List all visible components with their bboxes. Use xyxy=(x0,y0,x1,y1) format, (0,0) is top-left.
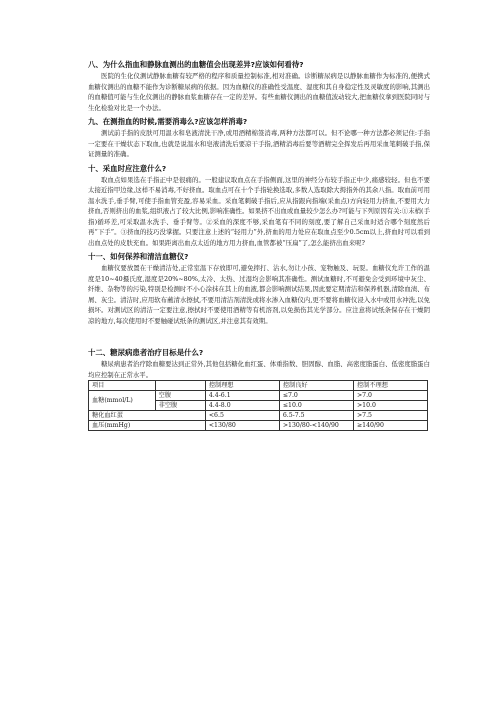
table-cell: 6.5-7.5 xyxy=(279,411,353,421)
table-header-cell: 控制良好 xyxy=(279,381,353,391)
section-11 xyxy=(88,252,430,326)
section-heading: 十一、如何保养和清洁血糖仪? xyxy=(88,252,189,261)
table-cell: 血糖(mmol/L) xyxy=(89,391,156,411)
table-cell: 空腹 xyxy=(155,391,205,401)
table-row xyxy=(89,391,428,401)
document-page xyxy=(88,60,430,431)
table-cell: 糖化血红蛋 xyxy=(89,411,206,421)
section-heading: 十二、糖尿病患者治疗目标是什么? xyxy=(88,348,204,357)
table-cell: <6.5 xyxy=(205,411,279,421)
table-cell: 4.4-8.0 xyxy=(205,401,279,411)
table-row xyxy=(89,411,428,421)
section-12 xyxy=(88,348,430,380)
table-cell: 4.4-6.1 xyxy=(205,391,279,401)
treatment-target-table xyxy=(88,380,428,431)
section-heading: 九、在测指血的时候,需要消毒么?应该怎样消毒? xyxy=(88,117,248,126)
table-cell: ≥140/90 xyxy=(353,421,427,431)
table-cell: >7.0 xyxy=(353,391,427,401)
section-paragraph: 测试前手指的皮肤可用温水和皂液清洗干净,或用酒精棉签消毒,两种方法都可以。但不论哪一种方法都必须记住:手指一定要在干燥状态下取血,也就是说温水和皂液清洗后要凉干手指,酒精消毒后要等酒精完全挥发后再用采血笔刺破手指,保证测量的准确。 xyxy=(88,129,430,158)
table-cell: ≤10.0 xyxy=(279,401,353,411)
table-cell: 非空腹 xyxy=(155,401,205,411)
table-header-cell: 控制理想 xyxy=(205,381,279,391)
table-cell: ≤7.0 xyxy=(279,391,353,401)
table-header-cell xyxy=(155,381,205,391)
table-header-cell: 控制不理想 xyxy=(353,381,427,391)
section-heading: 十、采血时应注意什么? xyxy=(88,163,167,173)
table-cell: >7.5 xyxy=(353,411,427,421)
section-paragraph: 糖尿病患者治疗除血糖要达到正常外,其他包括糖化血红蛋、体重指数、胆固醇、血脂、高密度脂蛋白、低密度脂蛋白均应控制在正常水平。 xyxy=(88,360,430,379)
table-row xyxy=(89,421,428,431)
table-header-cell: 项目 xyxy=(89,381,156,391)
section-paragraph: 医院的生化仪测试静脉血糖有较严格的程序和质量控制标准,相对准确。诊断糖尿病是以静脉血糖作为标准的,便携式血糖仪测出的血糖不能作为诊断糖尿病的依据。因为血糖仪的准确性受温度、湿度和其自身稳定性及灵敏度的影响,其测出的血糖值可能与生化仪测出的静脉血浆血糖存在一定的差异。有些血糖仪测出的血糖值波动较大,把血糖仪拿到医院同时与生化检验对比是一个办法。 xyxy=(88,72,430,112)
table-header-row xyxy=(89,381,428,391)
section-10 xyxy=(88,164,430,249)
table-cell: 血压(mmHg) xyxy=(89,421,206,431)
table-cell: >130/80-<140/90 xyxy=(279,421,353,431)
table-cell: <130/80 xyxy=(205,421,279,431)
section-paragraph: 血糖仪要放置在干燥清洁处,正常室温下存放即可,避免摔打、沾水,勿让小孩、宠物触及、玩耍。血糖仪允许工作的温度是10~40摄氏度,湿度是20%~80%,太冷、太热、过湿均会影响其准确性。测试血糖时,不可避免会受到环境中灰尘、纤维、杂物等的污染,特别是检测时不小心涂抹在其上的血液,都会影响测试结果,因此要定期清洁和保养机器,清除血渍、布屑、灰尘。清洁时,应用软布蘸清水擦拭,不要用清洁剂清洗或将水渗入血糖仪内,更不要将血糖仪浸入水中或用水冲洗,以免损坏。对测试区的清洁一定要注意,擦拭时不要使用酒精等有机溶剂,以免损伤其光学部分。应注意将试纸条保存在干燥阴凉的地方,每次使用时不要触碰试纸条的测试区,并注意其有效期。 xyxy=(88,264,430,325)
section-9 xyxy=(88,117,430,160)
section-8 xyxy=(88,60,430,113)
section-paragraph: 取血点如果选在手指正中是很痛的。一般建议取血点在手指侧面,这里的神经分布较手指正中少,痛感较轻。但也不要太接近指甲边缘,这样不易消毒,不好挤血。取血点可在十个手指轮换选取,多数人选取除大拇指外的其余八指。取血前可用温水洗手,垂手臂,可使手指血管充盈,容易采血。采血笔刺破手指后,应从指跟向指端(采血点)方向轻用力挤血,不要用大力挤血,否则挤出的血浆,组织液占了较大比例,影响准确性。如果挤不出血或血量较少怎么办?可能与下列原因有关:①末梢(手指)循环差,可采取温水洗手、垂手臂等。②采血的深度不够,采血笔有不同的刻度,要了解自己采血时适合哪个刻度然后再“下手”。③挤血的技巧没掌握。只要注意上述的“轻用力”外,挤血的用力处应在取血点至少0.5cm以上,挤血时可以看到出血点处的皮肤充血。如果距离出血点太近的地方用力挤血,血管都被“压扁”了,怎么能挤出血来呢? xyxy=(88,175,430,247)
section-heading: 八、为什么指血和静脉血测出的血糖值会出现差异?应该如何看待? xyxy=(88,60,304,69)
table-cell: >10.0 xyxy=(353,401,427,411)
